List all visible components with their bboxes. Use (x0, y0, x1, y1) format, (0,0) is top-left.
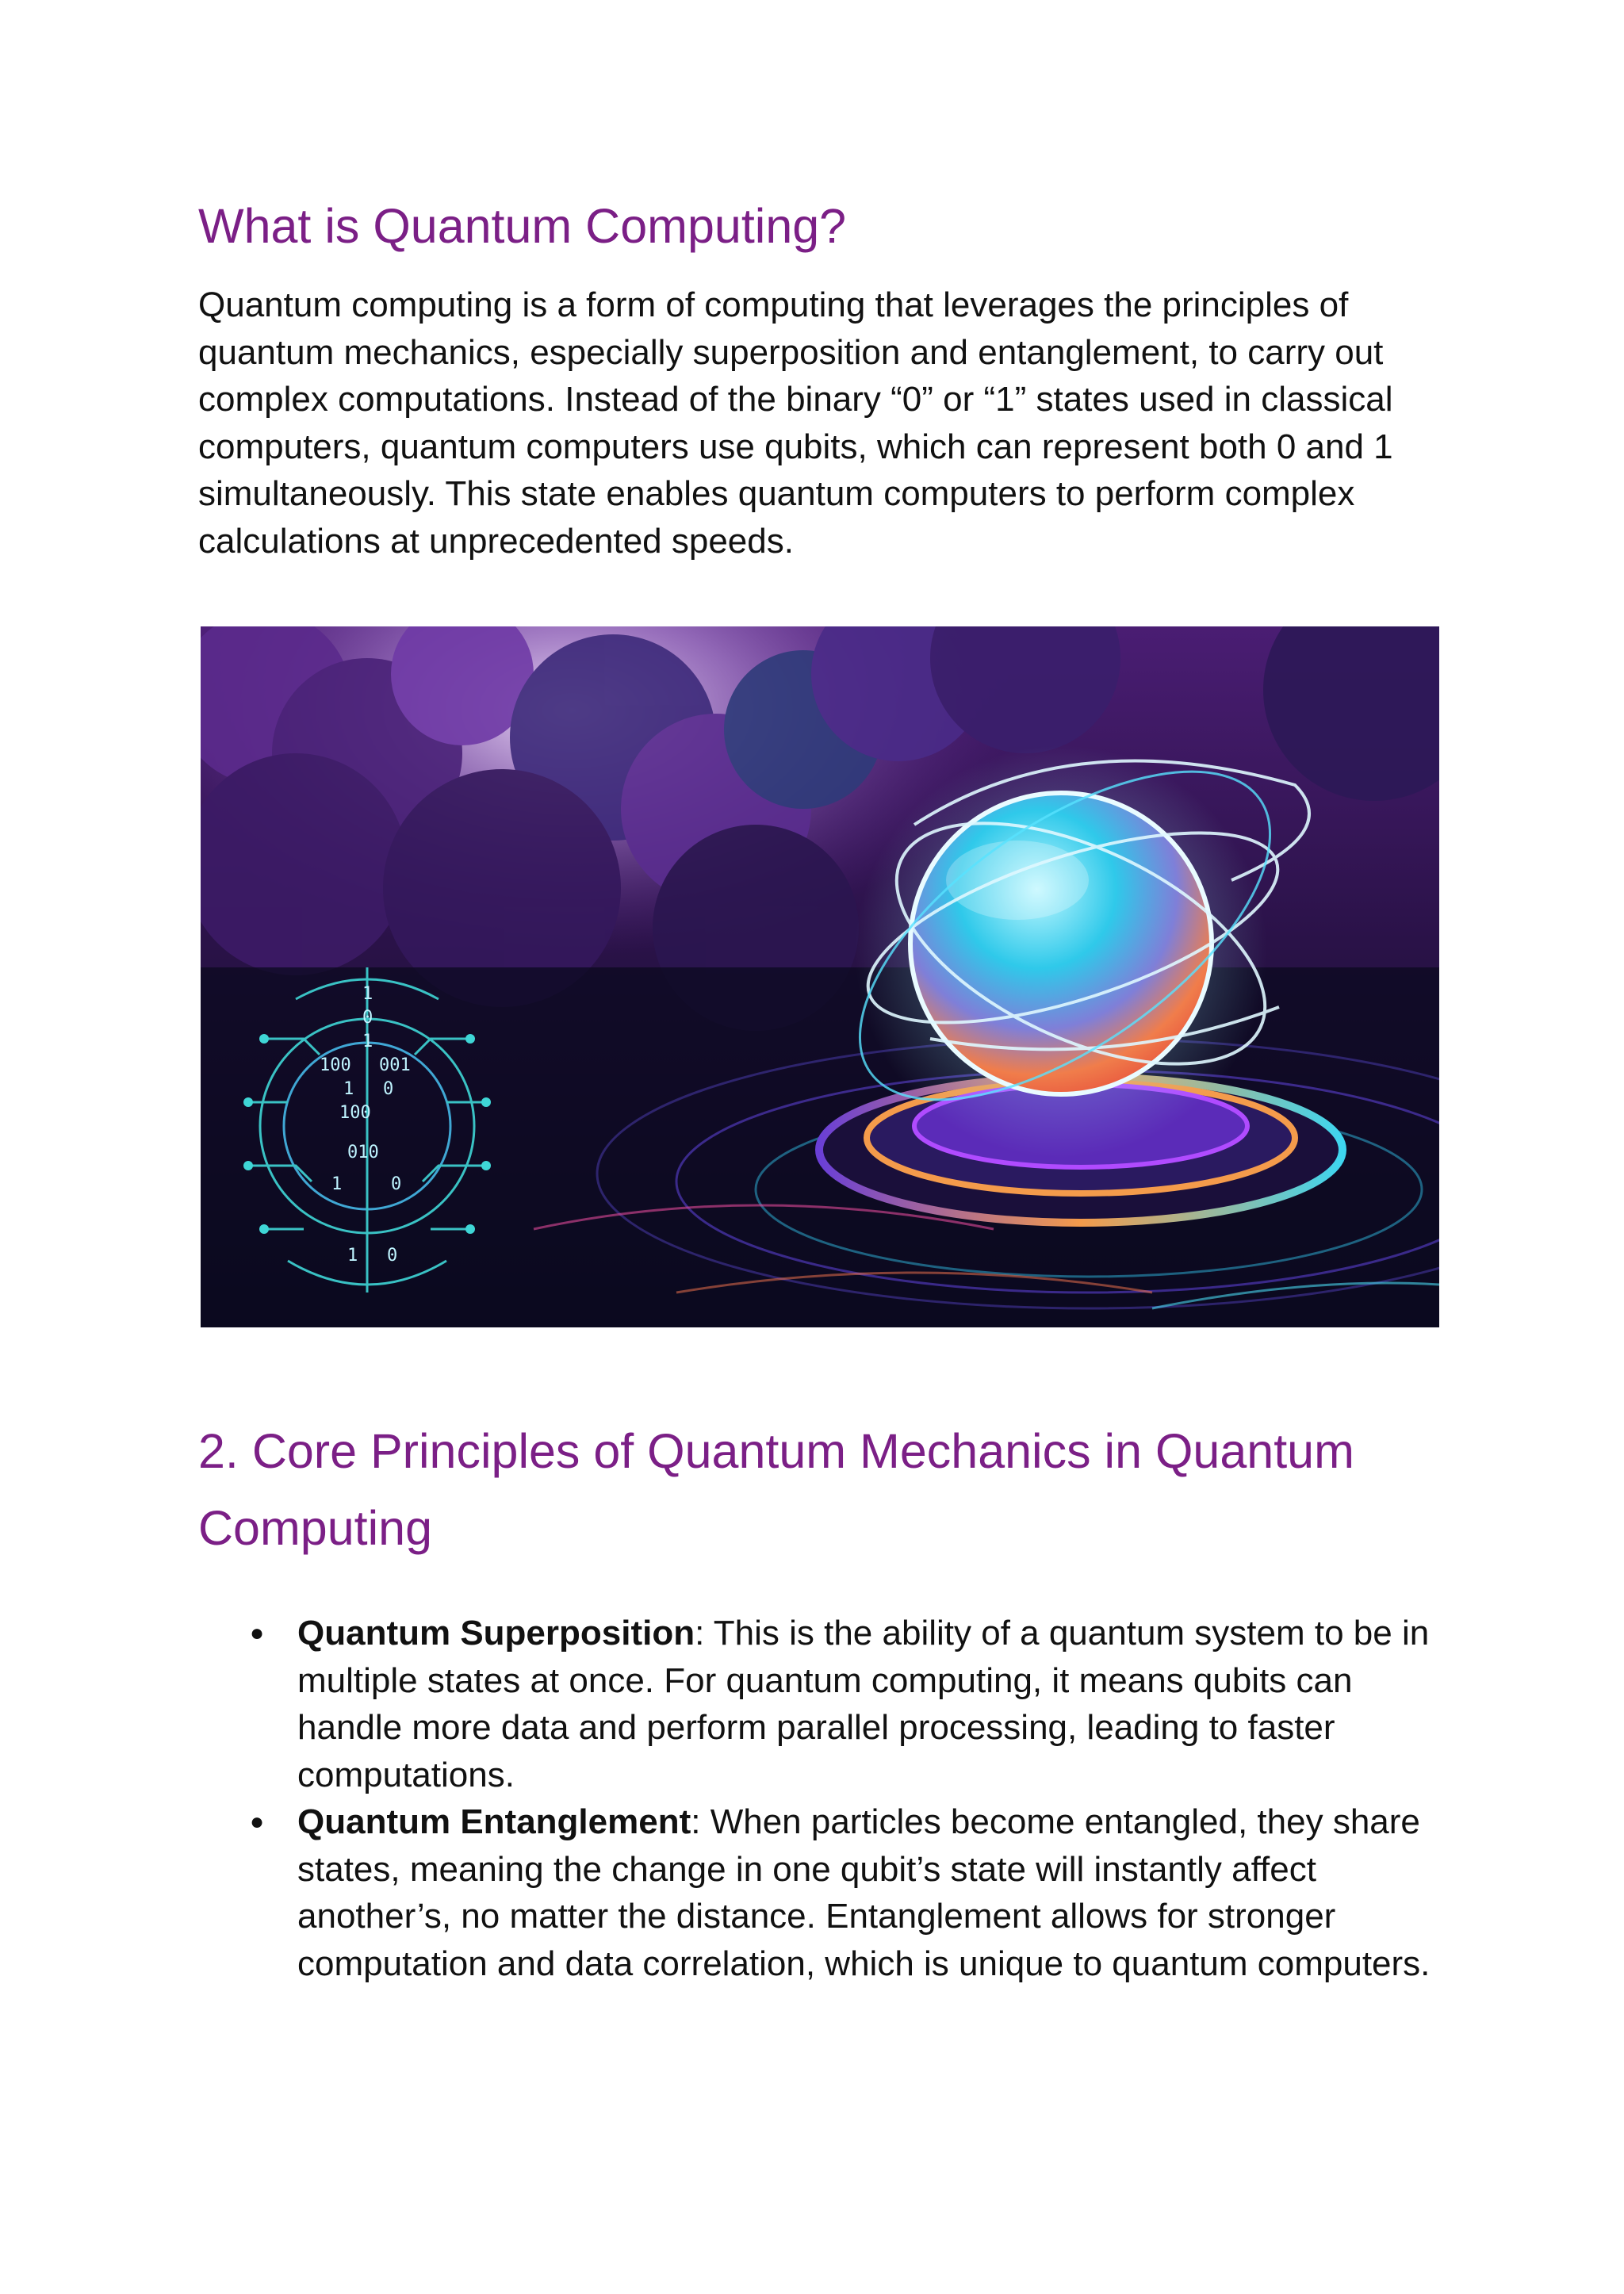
binary-digit: 1 (362, 984, 373, 1004)
section-1-paragraph: Quantum computing is a form of computing that leverages the principles of quantum mechanics, especially superposition and entanglement, to carry out complex computations. Instead of the binary “0” or “1” states used in classical computers, quantum computers use qubits, which can represent both 0 and 1 simultaneously. This state enables quantum computers to perform complex calculations at unprecedented speeds. (198, 285, 1393, 561)
bullet-text: : This is the ability of a quantum system to be in multiple states at once. For quantum computing, it means qubits can handle more data and perform parallel processing, leading to faster computations. (297, 1614, 1430, 1794)
binary-digit: 1 (343, 1079, 354, 1099)
principles-list (198, 1610, 1443, 1987)
list-item (198, 1610, 1443, 1798)
binary-digit: 1 (362, 1032, 373, 1051)
binary-digit: 1 (331, 1174, 343, 1194)
list-item (198, 1798, 1443, 1987)
section-1-heading: What is Quantum Computing? (198, 199, 847, 253)
bullet-term: Quantum Superposition (297, 1614, 695, 1653)
bullet-text: : When particles become entangled, they share states, meaning the change in one qubit’s state will instantly affect another’s, no matter the distance. Entanglement allows for stronger computation and data correlation, which is unique to quantum computers. (297, 1802, 1431, 1983)
binary-digit: 010 (347, 1143, 379, 1162)
binary-digit: 0 (387, 1246, 398, 1266)
binary-digit: 100 (320, 1055, 351, 1075)
binary-digit: 0 (391, 1174, 402, 1194)
binary-digit: 1 (347, 1246, 358, 1266)
binary-digit: 0 (362, 1008, 373, 1028)
bullet-term: Quantum Entanglement (297, 1802, 691, 1841)
bullet-marker: ● (250, 1809, 265, 1835)
bullet-marker: ● (250, 1620, 265, 1646)
section-2-heading: 2. Core Principles of Quantum Mechanics in Quantum Computing (198, 1424, 1354, 1555)
binary-digit: 0 (383, 1079, 394, 1099)
quantum-sphere-illustration (201, 626, 1439, 1327)
binary-digit: 100 (339, 1103, 371, 1123)
binary-digit: 001 (379, 1055, 411, 1075)
